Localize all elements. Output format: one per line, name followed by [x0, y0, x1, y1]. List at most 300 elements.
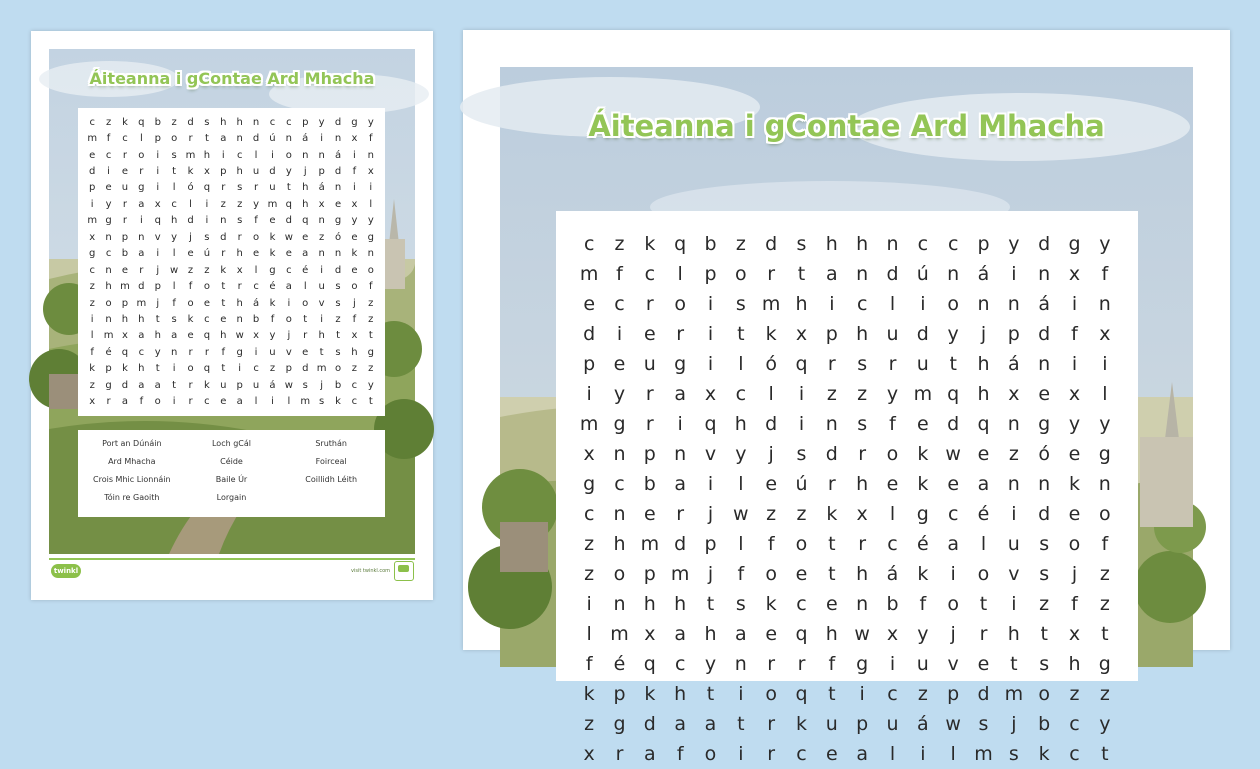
grid-letter: m	[300, 396, 311, 408]
grid-letter: e	[765, 623, 778, 645]
grid-letter: i	[205, 215, 209, 227]
grid-letter: c	[236, 149, 243, 161]
grid-letter: w	[170, 264, 179, 276]
grid-letter: m	[761, 293, 781, 315]
word-list-item: Port an Dúnáin	[102, 439, 162, 448]
grid-letter: c	[105, 248, 112, 260]
grid-letter: n	[334, 248, 342, 260]
grid-letter: u	[220, 379, 227, 391]
grid-letter: n	[613, 503, 626, 525]
grid-letter: w	[733, 503, 749, 525]
grid-letter: k	[269, 231, 276, 243]
grid-letter: u	[121, 182, 129, 194]
grid-letter: x	[1068, 623, 1081, 645]
grid-letter: z	[351, 363, 358, 375]
grid-letter: m	[1004, 683, 1024, 705]
grid-letter: g	[236, 346, 243, 358]
grid-letter: h	[856, 473, 869, 495]
worksheet-thumbnail	[31, 31, 433, 600]
grid-letter: l	[90, 330, 94, 342]
grid-letter: d	[334, 264, 342, 276]
grid-letter: m	[87, 215, 98, 227]
grid-letter: g	[674, 353, 687, 375]
grid-letter: g	[1098, 653, 1111, 675]
grid-letter: w	[284, 379, 293, 391]
grid-letter: w	[945, 713, 961, 735]
grid-letter: c	[796, 593, 807, 615]
grid-letter: e	[825, 593, 838, 615]
grid-letter: o	[1038, 683, 1050, 705]
grid-letter: e	[285, 248, 292, 260]
grid-letter: n	[1038, 473, 1051, 495]
grid-letter: z	[796, 503, 807, 525]
grid-letter: y	[171, 231, 178, 243]
grid-letter: g	[89, 248, 96, 260]
grid-letter: x	[704, 383, 717, 405]
grid-letter: k	[765, 593, 777, 615]
grid-letter: m	[610, 623, 629, 645]
grid-letter: k	[187, 166, 194, 178]
grid-letter: y	[886, 383, 899, 405]
grid-letter: r	[139, 166, 144, 178]
grid-letter: k	[765, 323, 777, 345]
grid-letter: c	[856, 293, 868, 315]
grid-letter: u	[269, 346, 276, 358]
grid-letter: z	[584, 563, 595, 585]
grid-letter: i	[586, 593, 592, 615]
grid-letter: z	[584, 713, 595, 735]
grid-letter: d	[977, 683, 990, 705]
grid-letter: z	[171, 116, 177, 128]
grid-letter: e	[795, 563, 808, 585]
grid-letter: n	[856, 263, 869, 285]
grid-letter: d	[765, 413, 778, 435]
grid-letter: x	[583, 743, 595, 765]
grid-letter: c	[1069, 743, 1080, 765]
grid-letter: e	[1038, 383, 1051, 405]
grid-letter: k	[795, 713, 807, 735]
grid-letter: x	[236, 264, 243, 276]
grid-letter: s	[735, 293, 746, 315]
grid-letter: o	[977, 563, 990, 585]
grid-letter: n	[856, 593, 869, 615]
grid-letter: y	[154, 346, 161, 358]
grid-letter: l	[889, 293, 896, 315]
word-list-item: Loch gCál	[211, 439, 251, 448]
grid-letter: n	[170, 346, 178, 358]
grid-letter: l	[950, 743, 956, 765]
page-title-large: Áiteanna i gContae Ard Mhacha	[588, 109, 1105, 143]
grid-letter: n	[1007, 473, 1020, 495]
grid-letter: z	[89, 297, 95, 309]
grid-letter: h	[170, 215, 178, 227]
grid-letter: x	[886, 623, 899, 645]
grid-letter: i	[859, 683, 865, 705]
grid-letter: z	[826, 383, 837, 405]
grid-letter: i	[677, 413, 683, 435]
grid-letter: u	[252, 166, 260, 178]
grid-letter: x	[253, 330, 260, 342]
grid-letter: g	[916, 503, 929, 525]
grid-letter: q	[795, 683, 808, 705]
grid-letter: e	[1068, 443, 1081, 465]
grid-letter: a	[138, 379, 145, 391]
grid-letter: h	[138, 314, 145, 326]
grid-letter: c	[614, 293, 625, 315]
grid-letter: o	[138, 149, 145, 161]
grid-letter: n	[252, 116, 260, 128]
grid-letter: d	[583, 323, 596, 345]
grid-letter: z	[89, 281, 95, 293]
grid-letter: z	[220, 198, 226, 210]
grid-letter: é	[613, 653, 626, 675]
grid-letter: g	[105, 379, 112, 391]
grid-letter: u	[916, 653, 929, 675]
grid-letter: é	[269, 281, 276, 293]
grid-letter: j	[980, 323, 987, 345]
grid-letter: k	[644, 683, 656, 705]
grid-letter: i	[320, 264, 324, 276]
grid-letter: z	[1008, 443, 1019, 465]
grid-letter: u	[252, 379, 260, 391]
footer-site: visit twinkl.com	[351, 568, 391, 574]
grid-letter: h	[977, 353, 990, 375]
grid-letter: z	[319, 231, 325, 243]
grid-letter: á	[1008, 353, 1020, 375]
grid-letter: f	[139, 396, 144, 408]
grid-letter: l	[172, 281, 176, 293]
grid-letter: h	[318, 330, 325, 342]
grid-letter: b	[252, 314, 260, 326]
grid-letter: u	[825, 713, 838, 735]
grid-letter: e	[886, 473, 899, 495]
quality-badge-icon	[394, 561, 414, 581]
grid-letter: f	[369, 281, 373, 293]
grid-letter: e	[1068, 503, 1081, 525]
grid-letter: s	[335, 346, 341, 358]
grid-letter: g	[583, 473, 596, 495]
grid-letter: c	[735, 383, 747, 405]
grid-letter: h	[236, 116, 243, 128]
grid-letter: m	[640, 533, 660, 555]
grid-letter: á	[886, 563, 899, 585]
grid-letter: é	[105, 346, 112, 358]
grid-letter: h	[856, 323, 869, 345]
grid-letter: r	[645, 413, 654, 435]
worksheet-zoom	[463, 30, 1230, 765]
grid-letter: g	[334, 215, 342, 227]
grid-letter: c	[644, 263, 656, 285]
twinkl-logo: twinkl	[51, 564, 81, 578]
grid-letter: a	[674, 473, 686, 495]
grid-letter: j	[768, 443, 774, 465]
grid-letter: l	[254, 149, 258, 161]
grid-letter: t	[979, 593, 988, 615]
grid-letter: r	[645, 293, 654, 315]
grid-letter: h	[302, 182, 309, 194]
footer-divider	[49, 558, 415, 560]
grid-letter: u	[643, 353, 656, 375]
grid-letter: t	[1010, 653, 1018, 675]
grid-letter: e	[187, 248, 194, 260]
grid-letter: x	[1068, 383, 1081, 405]
grid-letter: i	[798, 383, 805, 405]
grid-letter: á	[318, 182, 325, 194]
grid-letter: i	[950, 563, 956, 585]
grid-letter: i	[172, 363, 176, 375]
grid-letter: ó	[1038, 443, 1050, 465]
grid-letter: m	[974, 743, 993, 765]
grid-letter: h	[795, 293, 808, 315]
grid-letter: o	[704, 743, 717, 765]
grid-letter: a	[947, 533, 959, 555]
grid-letter: e	[351, 231, 358, 243]
grid-letter: n	[734, 653, 747, 675]
grid-letter: n	[138, 231, 145, 243]
grid-letter: i	[238, 363, 242, 375]
grid-letter: f	[1101, 263, 1109, 285]
grid-letter: w	[235, 330, 244, 342]
grid-letter: i	[1011, 263, 1017, 285]
grid-letter: o	[334, 363, 342, 375]
grid-letter: z	[584, 533, 595, 555]
grid-letter: a	[236, 396, 243, 408]
grid-letter: d	[947, 413, 960, 435]
grid-letter: t	[221, 363, 226, 375]
grid-letter: p	[121, 231, 129, 243]
grid-letter: n	[220, 215, 227, 227]
grid-letter: v	[704, 443, 717, 465]
grid-letter: g	[856, 653, 869, 675]
grid-letter: t	[221, 281, 226, 293]
grid-letter: á	[302, 133, 309, 145]
grid-letter: r	[204, 346, 209, 358]
grid-letter: f	[188, 281, 193, 293]
word-list-item: Crois Mhic Lionnáin	[93, 475, 171, 484]
word-list-item: Lorgain	[216, 493, 247, 502]
grid-letter: f	[106, 133, 111, 145]
grid-letter: o	[171, 133, 178, 145]
grid-letter: ó	[334, 231, 342, 243]
grid-letter: a	[704, 713, 717, 735]
grid-letter: o	[1068, 533, 1081, 555]
grid-letter: l	[254, 264, 258, 276]
grid-letter: l	[980, 533, 987, 555]
grid-letter: o	[105, 297, 112, 309]
grid-letter: i	[287, 297, 291, 309]
grid-letter: c	[286, 264, 292, 276]
grid-letter: r	[139, 264, 144, 276]
grid-letter: x	[1068, 263, 1081, 285]
grid-letter: c	[253, 281, 259, 293]
grid-letter: p	[977, 233, 990, 255]
grid-letter: k	[89, 363, 96, 375]
grid-letter: r	[676, 503, 685, 525]
grid-letter: o	[154, 396, 161, 408]
grid-letter: o	[947, 593, 959, 615]
grid-letter: i	[738, 683, 744, 705]
grid-letter: i	[172, 396, 176, 408]
grid-letter: y	[1099, 713, 1111, 735]
grid-letter: j	[707, 563, 714, 585]
grid-letter: c	[947, 503, 959, 525]
grid-letter: m	[103, 330, 114, 342]
grid-letter: é	[977, 503, 990, 525]
grid-letter: f	[737, 563, 745, 585]
grid-letter: k	[826, 503, 838, 525]
grid-letter: l	[738, 353, 744, 375]
word-list-item: Céide	[220, 457, 243, 466]
grid-letter: o	[765, 683, 777, 705]
grid-letter: n	[105, 314, 112, 326]
grid-letter: e	[269, 215, 276, 227]
grid-letter: d	[121, 379, 129, 391]
grid-letter: f	[616, 263, 623, 285]
grid-letter: o	[187, 363, 194, 375]
grid-letter: v	[154, 231, 161, 243]
grid-letter: r	[237, 281, 242, 293]
grid-letter: o	[613, 563, 626, 585]
word-list-item: Tóin re Gaoith	[104, 493, 160, 502]
grid-letter: e	[220, 396, 227, 408]
grid-letter: x	[318, 198, 325, 210]
grid-letter: k	[269, 248, 276, 260]
grid-letter: r	[122, 149, 128, 161]
grid-letter: i	[156, 182, 160, 194]
grid-letter: a	[138, 198, 145, 210]
grid-letter: h	[236, 248, 243, 260]
grid-letter: o	[947, 293, 959, 315]
grid-letter: a	[220, 133, 227, 145]
grid-letter: o	[1099, 503, 1111, 525]
grid-letter: s	[1039, 563, 1050, 585]
grid-letter: f	[676, 743, 684, 765]
grid-letter: n	[318, 248, 325, 260]
grid-letter: d	[643, 713, 656, 735]
grid-letter: r	[221, 248, 226, 260]
letter-grid	[84, 114, 379, 410]
grid-letter: f	[221, 346, 226, 358]
grid-letter: p	[613, 683, 626, 705]
grid-letter: n	[613, 593, 626, 615]
grid-letter: t	[737, 713, 745, 735]
grid-letter: h	[613, 533, 626, 555]
grid-letter: z	[368, 363, 374, 375]
grid-letter: h	[825, 623, 838, 645]
grid-letter: d	[825, 443, 838, 465]
grid-letter: p	[704, 533, 717, 555]
grid-letter: z	[766, 503, 777, 525]
grid-letter: p	[154, 281, 161, 293]
grid-letter: d	[334, 116, 342, 128]
word-list-item: Ard Mhacha	[108, 457, 156, 466]
grid-letter: h	[105, 281, 112, 293]
grid-letter: r	[122, 215, 128, 227]
grid-letter: á	[334, 149, 342, 161]
grid-letter: z	[237, 198, 243, 210]
grid-letter: j	[287, 330, 291, 342]
grid-letter: r	[767, 653, 776, 675]
grid-letter: r	[858, 443, 867, 465]
grid-letter: f	[828, 653, 836, 675]
grid-letter: h	[734, 413, 747, 435]
grid-letter: d	[302, 363, 309, 375]
grid-letter: c	[1069, 713, 1080, 735]
grid-letter: f	[1071, 323, 1078, 345]
grid-letter: e	[334, 198, 342, 210]
grid-letter: é	[302, 264, 309, 276]
grid-letter: l	[586, 623, 592, 645]
grid-letter: b	[1038, 713, 1051, 735]
grid-letter: x	[351, 330, 358, 342]
grid-letter: s	[857, 413, 868, 435]
grid-letter: q	[285, 198, 293, 210]
grid-letter: a	[674, 623, 686, 645]
grid-letter: k	[269, 297, 276, 309]
grid-letter: i	[254, 346, 258, 358]
grid-letter: c	[796, 743, 807, 765]
grid-letter: z	[614, 233, 625, 255]
grid-letter: r	[827, 473, 836, 495]
grid-letter: j	[1011, 713, 1017, 735]
grid-letter: o	[674, 293, 686, 315]
grid-letter: é	[916, 533, 929, 555]
grid-letter: e	[121, 166, 129, 178]
grid-letter: h	[302, 198, 309, 210]
grid-letter: x	[583, 443, 595, 465]
grid-letter: i	[107, 166, 110, 178]
grid-letter: p	[236, 379, 243, 391]
grid-letter: z	[368, 297, 374, 309]
grid-letter: r	[676, 323, 685, 345]
grid-letter: f	[172, 297, 176, 309]
grid-letter: y	[1008, 233, 1020, 255]
grid-letter: e	[203, 297, 210, 309]
grid-letter: e	[121, 264, 129, 276]
grid-letter: f	[585, 653, 593, 675]
grid-letter: s	[319, 396, 325, 408]
grid-letter: s	[1008, 743, 1019, 765]
grid-letter: n	[105, 231, 112, 243]
grid-letter: p	[643, 443, 656, 465]
grid-letter: m	[670, 563, 690, 585]
grid-letter: k	[351, 248, 358, 260]
grid-letter: i	[586, 383, 592, 405]
grid-letter: k	[187, 314, 194, 326]
grid-letter: k	[122, 116, 128, 128]
grid-letter: z	[105, 116, 112, 128]
grid-letter: e	[302, 346, 309, 358]
grid-letter: r	[188, 346, 193, 358]
grid-letter: h	[220, 330, 227, 342]
grid-letter: i	[156, 166, 160, 178]
grid-letter: r	[615, 743, 624, 765]
grid-letter: c	[269, 116, 276, 128]
grid-letter: h	[704, 623, 717, 645]
grid-letter: e	[947, 473, 960, 495]
grid-letter: g	[1068, 233, 1081, 255]
grid-letter: s	[796, 443, 807, 465]
grid-letter: o	[886, 443, 899, 465]
grid-letter: v	[285, 346, 292, 358]
grid-letter: i	[920, 293, 926, 315]
grid-letter: t	[828, 683, 836, 705]
grid-letter: z	[204, 264, 210, 276]
grid-letter: c	[204, 396, 210, 408]
grid-letter: y	[269, 330, 276, 342]
grid-letter: m	[267, 198, 278, 210]
grid-letter: o	[285, 314, 292, 326]
